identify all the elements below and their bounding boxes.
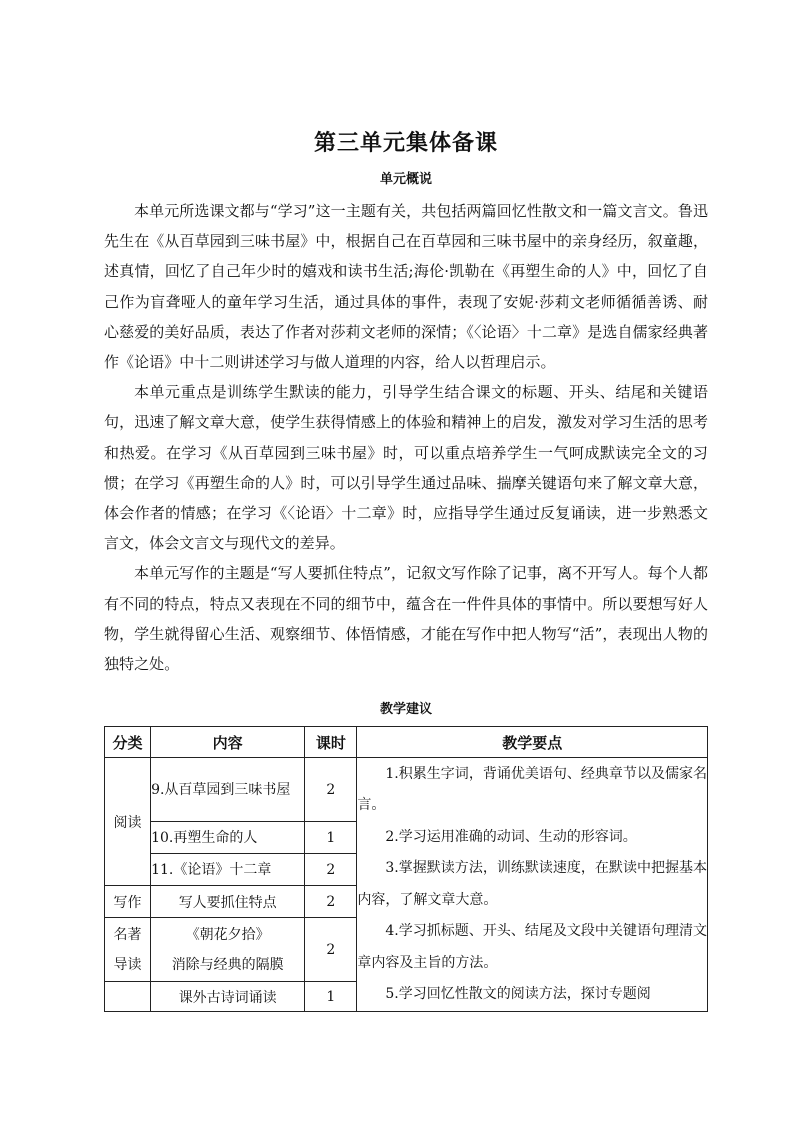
teaching-point: 3.掌握默读方法，训练默读速度，在默读中把握基本内容，了解文章大意。 [357,860,707,908]
hours-cell: 1 [305,822,357,854]
hours-cell: 2 [305,886,357,918]
teaching-point: 4.学习抓标题、开头、结尾及文段中关键语句理清文章内容及主旨的方法。 [357,923,707,971]
header-points: 教学要点 [357,727,708,758]
category-line: 导读 [113,956,142,973]
content-cell: 11.《论语》十二章 [151,854,305,886]
category-line: 名著 [113,926,142,943]
category-writing: 写作 [105,886,151,918]
content-cell [151,918,305,982]
category-classics [105,918,151,982]
content-line: 《朝花夕拾》 [185,926,270,943]
table-row [105,758,708,822]
paragraph-2: 本单元重点是训练学生默读的能力，引导学生结合课文的标题、开头、结尾和关键语句，迅速了解文章大意，使学生获得情感上的体验和精神上的启发，激发对学习生活的思考和热爱。在学习《从百草园到三味书屋》时，可以重点培养学生一气呵成默读完全文的习惯；在学习《再塑生命的人》时，可以引导学生通过品味、揣摩关键语句来了解文章大意，体会作者的情感；在学习《〈论语〉十二章》时，应指导学生通过反复诵读，进一步熟悉文言文，体会文言文与现代文的差异。 [104,383,708,553]
hours-cell: 2 [305,758,357,822]
content-line: 消除与经典的隔膜 [171,956,284,973]
overview-body [104,196,708,679]
teaching-points-cell [357,758,708,1012]
page-title: 第三单元集体备课 [313,130,498,156]
teaching-plan-table [104,726,708,1012]
category-empty [105,982,151,1012]
table-caption: 教学建议 [379,702,432,717]
teaching-point: 2.学习运用准确的动词、生动的形容词。 [385,828,637,845]
header-category: 分类 [105,727,151,758]
category-reading: 阅读 [105,758,151,886]
table-header-row [105,727,708,758]
teaching-point: 1.积累生字词，背诵优美语句、经典章节以及儒家名言。 [357,765,707,813]
hours-cell: 1 [305,982,357,1012]
content-cell: 10.再塑生命的人 [151,822,305,854]
header-content: 内容 [151,727,305,758]
content-cell: 写人要抓住特点 [151,886,305,918]
teaching-point: 5.学习回忆性散文的阅读方法，探讨专题阅 [385,986,651,1002]
hours-cell: 2 [305,854,357,886]
paragraph-3: 本单元写作的主题是“写人要抓住特点”，记叙文写作除了记事，离不开写人。每个人都有不同的特点，特点又表现在不同的细节中，蕴含在一件件具体的事情中。所以要想写好人物，学生就得留心生活、观察细节、体悟情感，才能在写作中把人物写“活”，表现出人物的独特之处。 [104,564,708,674]
header-hours: 课时 [305,727,357,758]
paragraph-1: 本单元所选课文都与“学习”这一主题有关，共包括两篇回忆性散文和一篇文言文。鲁迅先生在《从百草园到三味书屋》中，根据自己在百草园和三味书屋中的亲身经历，叙童趣，述真情，回忆了自己年少时的嬉戏和读书生活;海伦·凯勒在《再塑生命的人》中，回忆了自己作为盲聋哑人的童年学习生活，通过具体的事件，表现了安妮·莎莉文老师循循善诱、耐心慈爱的美好品质，表达了作者对莎莉文老师的深情；《〈论语〉十二章》是选自儒家经典著作《论语》中十二则讲述学习与做人道理的内容，给人以哲理启示。 [104,202,708,372]
content-cell: 9.从百草园到三味书屋 [151,758,305,822]
content-cell: 课外古诗词诵读 [151,982,305,1012]
overview-heading: 单元概说 [379,172,432,187]
hours-cell: 2 [305,918,357,982]
